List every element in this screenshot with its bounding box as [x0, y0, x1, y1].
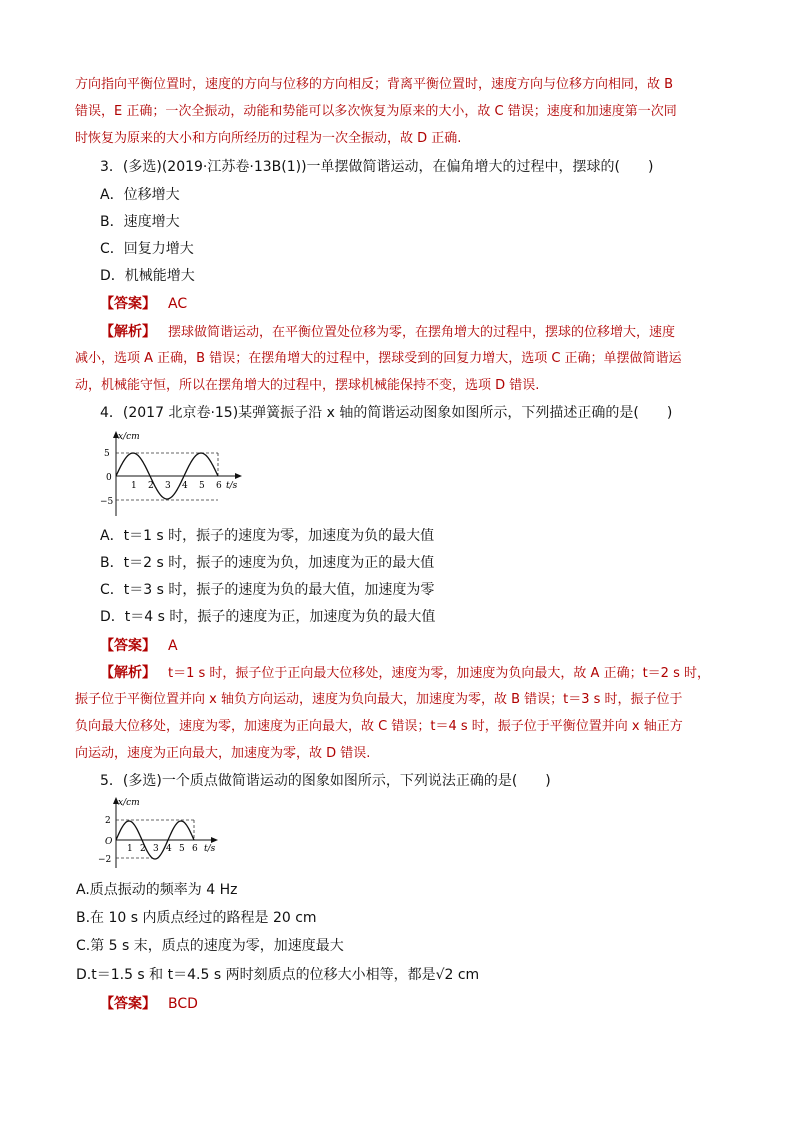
x-axis-arrow — [235, 473, 242, 479]
q3-answer-row — [100, 295, 750, 313]
x-tick-label: 4 — [166, 844, 172, 854]
q4-analysis-row — [100, 664, 750, 683]
answer-label: 【答案】 — [100, 296, 156, 312]
q5-option-c: C.第 5 s 末，质点的速度为零，加速度最大 — [76, 938, 344, 954]
y-tick-label: −2 — [98, 855, 112, 865]
x-axis-label: t/s — [226, 481, 238, 491]
y-tick-label: 2 — [105, 816, 111, 826]
q5-answer-row — [100, 995, 750, 1013]
q4-option-a: A．t＝1 s 时，振子的速度为零，加速度为负的最大值 — [100, 528, 435, 544]
y-tick-label: 5 — [104, 449, 110, 459]
x-axis-label: t/s — [204, 844, 216, 854]
q5-option-a: A.质点振动的频率为 4 Hz — [76, 882, 238, 898]
q3-option-d: D．机械能增大 — [100, 268, 195, 284]
x-tick-label: 5 — [199, 481, 205, 491]
intro-explanation-line: 方向指向平衡位置时，速度的方向与位移的方向相反；背离平衡位置时，速度方向与位移方向相同，故 B — [75, 77, 674, 92]
q4-analysis-line: 向运动，速度为正向最大，加速度为零，故 D 错误. — [75, 746, 371, 761]
q5-option-d: D.t＝1.5 s 和 t＝4.5 s 两时刻质点的位移大小相等，都是√2 cm — [76, 967, 480, 983]
q3-analysis-row — [100, 323, 750, 342]
y-tick-label: O — [105, 837, 113, 847]
x-axis-arrow — [211, 837, 218, 843]
q4-option-b: B．t＝2 s 时，振子的速度为负，加速度为正的最大值 — [100, 555, 435, 571]
q5-oscillation-graph — [96, 796, 236, 872]
q4-answer-row — [100, 637, 750, 655]
x-tick-label: 3 — [165, 481, 171, 491]
x-tick-label: 1 — [131, 481, 137, 491]
analysis-text: t＝1 s 时，振子位于正向最大位移处，速度为零，加速度为负向最大，故 A 正确；t＝2 s 时， — [168, 666, 710, 681]
x-tick-label: 2 — [148, 481, 154, 491]
intro-explanation-line: 时恢复为原来的大小和方向所经历的过程为一次全振动，故 D 正确. — [75, 131, 462, 146]
y-tick-label: 0 — [106, 473, 112, 483]
q3-option-b: B．速度增大 — [100, 214, 180, 230]
q4-analysis-line: 振子位于平衡位置并向 x 轴负方向运动，速度为负向最大，加速度为零，故 B 错误；t＝3 s 时，振子位于 — [75, 692, 683, 707]
q4-option-c: C．t＝3 s 时，振子的速度为负的最大值，加速度为零 — [100, 582, 435, 598]
q4-stem: 4．(2017 北京卷·15)某弹簧振子沿 x 轴的简谐运动图象如图所示，下列描述正确的是( ) — [100, 405, 673, 421]
analysis-label: 【解析】 — [100, 324, 156, 340]
x-tick-label: 4 — [182, 481, 188, 491]
q3-stem: 3．(多选)(2019·江苏卷·13B(1))一单摆做简谐运动，在偏角增大的过程中，摆球的( ) — [100, 159, 654, 175]
analysis-text: 摆球做简谐运动，在平衡位置处位移为零，在摆角增大的过程中，摆球的位移增大，速度 — [168, 325, 676, 340]
q5-option-b: B.在 10 s 内质点经过的路程是 20 cm — [76, 910, 317, 926]
q4-oscillation-graph — [100, 428, 260, 520]
y-axis-label: x/cm — [118, 432, 140, 442]
x-tick-label: 6 — [192, 844, 198, 854]
q3-option-a: A．位移增大 — [100, 187, 180, 203]
y-axis-label: x/cm — [118, 798, 140, 808]
q3-analysis-line: 动，机械能守恒，所以在摆角增大的过程中，摆球机械能保持不变，选项 D 错误. — [75, 378, 540, 393]
x-tick-label: 1 — [127, 844, 133, 854]
answer-value: BCD — [168, 996, 198, 1012]
intro-explanation-line: 错误，E 正确；一次全振动，动能和势能可以多次恢复为原来的大小，故 C 错误；速度和加速度第一次同 — [75, 104, 677, 119]
q3-option-c: C．回复力增大 — [100, 241, 194, 257]
x-tick-label: 3 — [153, 844, 159, 854]
q3-analysis-line: 减小，选项 A 正确，B 错误；在摆角增大的过程中，摆球受到的回复力增大，选项 C 正确；单摆做简谐运 — [75, 351, 682, 366]
y-tick-label: −5 — [100, 497, 114, 507]
answer-value: A — [168, 638, 178, 654]
x-tick-label: 2 — [140, 844, 146, 854]
x-tick-label: 5 — [179, 844, 185, 854]
x-tick-label: 6 — [216, 481, 222, 491]
answer-label: 【答案】 — [100, 638, 156, 654]
answer-label: 【答案】 — [100, 996, 156, 1012]
q5-stem: 5．(多选)一个质点做简谐运动的图象如图所示，下列说法正确的是( ) — [100, 773, 551, 789]
q4-analysis-line: 负向最大位移处，速度为零，加速度为正向最大，故 C 错误；t＝4 s 时，振子位于平衡位置并向 x 轴正方 — [75, 719, 683, 734]
analysis-label: 【解析】 — [100, 665, 156, 681]
q4-option-d: D．t＝4 s 时，振子的速度为正，加速度为负的最大值 — [100, 609, 436, 625]
answer-value: AC — [168, 296, 188, 312]
